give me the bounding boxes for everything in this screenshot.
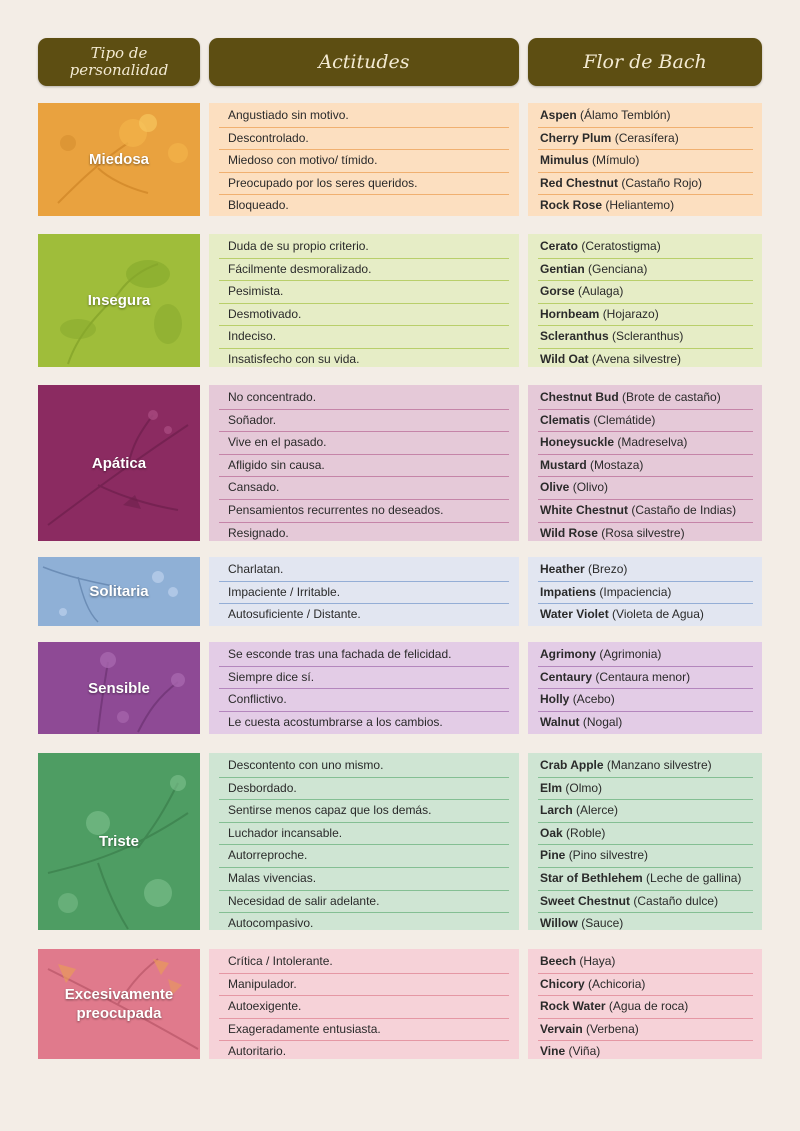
- flower-spanish: (Sauce): [581, 916, 624, 931]
- flower-row: [538, 755, 753, 778]
- flower-name: Willow: [540, 916, 578, 931]
- attitude-row: Afligido sin causa.: [219, 455, 509, 478]
- attitude-row: Luchador incansable.: [219, 823, 509, 846]
- header-tipo-line1: Tipo de: [90, 44, 148, 62]
- flower-name: Rock Water: [540, 999, 606, 1014]
- attitude-row: Insatisfecho con su vida.: [228, 351, 360, 366]
- attitude-row: Desmotivado.: [219, 304, 509, 327]
- attitude-row: Vive en el pasado.: [219, 432, 509, 455]
- flower-name: Chicory: [540, 976, 585, 991]
- tile-solitaria: [38, 557, 200, 626]
- flower-name: Elm: [540, 780, 563, 795]
- flower-name: Honeysuckle: [540, 435, 615, 450]
- flower-spanish: (Aulaga): [578, 284, 624, 299]
- flower-row: [538, 974, 753, 997]
- flower-name: Wild Oat: [540, 351, 589, 366]
- flower-spanish: (Viña): [568, 1044, 601, 1059]
- attitude-row: Le cuesta acostumbrarse a los cambios.: [228, 714, 443, 729]
- flower-spanish: (Castaño de Indias): [631, 502, 737, 517]
- attitude-row: Conflictivo.: [219, 689, 509, 712]
- flower-spanish: (Scleranthus): [612, 329, 684, 344]
- tile-triste: [38, 753, 200, 930]
- flower-name: Larch: [540, 803, 573, 818]
- flower-row: [538, 1019, 753, 1042]
- flower-spanish: (Castaño Rojo): [621, 175, 703, 190]
- flower-name: Oak: [540, 825, 563, 840]
- attitude-row: Soñador.: [219, 410, 509, 433]
- attitude-row: Miedoso con motivo/ tímido.: [219, 150, 509, 173]
- flower-row: [538, 559, 753, 582]
- flower-row: [538, 326, 753, 349]
- tile-sensible: [38, 642, 200, 734]
- attitude-row: Pesimista.: [219, 281, 509, 304]
- attitude-row: Desbordado.: [219, 778, 509, 801]
- flower-name: Beech: [540, 954, 577, 968]
- attitude-row: Malas vivencias.: [219, 868, 509, 891]
- flower-spanish: (Olivo): [572, 480, 609, 495]
- flower-spanish: (Achicoria): [588, 976, 646, 991]
- flower-name: Aspen: [540, 108, 577, 122]
- flower-spanish: (Alerce): [576, 803, 619, 818]
- flower-name: Scleranthus: [540, 329, 609, 344]
- flores-sensible: [528, 642, 762, 734]
- tile-miedosa: [38, 103, 200, 216]
- personality-line2: preocupada: [76, 1005, 162, 1022]
- header-actitudes: Actitudes: [209, 38, 519, 86]
- flower-spanish: (Madreselva): [617, 435, 688, 450]
- flower-row: [538, 432, 753, 455]
- flower-row: [538, 304, 753, 327]
- attitude-row: Necesidad de salir adelante.: [219, 891, 509, 914]
- flower-spanish: (Mostaza): [590, 457, 644, 472]
- flower-name: Centaury: [540, 669, 593, 684]
- flower-spanish: (Clemátide): [593, 412, 656, 427]
- flower-name: Sweet Chestnut: [540, 893, 631, 908]
- flower-row: [538, 823, 753, 846]
- attitude-row: Manipulador.: [219, 974, 509, 997]
- flower-row: [538, 150, 753, 173]
- flower-name: Clematis: [540, 412, 591, 427]
- attitude-row: Cansado.: [219, 477, 509, 500]
- tile-apatica: [38, 385, 200, 541]
- flower-row: [538, 712, 753, 734]
- actitudes-insegura: [209, 234, 519, 367]
- personality-insegura: Insegura: [87, 292, 151, 309]
- flower-name: Vine: [540, 1044, 566, 1059]
- actitudes-excesivamente-preocupada: [209, 949, 519, 1059]
- flower-spanish: (Violeta de Agua): [612, 607, 704, 622]
- header-tipo-line2: personalidad: [69, 61, 169, 79]
- flower-row: [538, 500, 753, 523]
- flower-spanish: (Nogal): [582, 714, 623, 729]
- flower-name: Chestnut Bud: [540, 390, 619, 404]
- flower-spanish: (Brezo): [588, 562, 628, 576]
- flower-spanish: (Pino silvestre): [568, 848, 649, 863]
- flower-spanish: (Avena silvestre): [591, 351, 682, 366]
- flower-row: [538, 604, 753, 626]
- personality-miedosa: Miedosa: [88, 151, 149, 168]
- flower-spanish: (Roble): [566, 825, 606, 840]
- personality-triste: Triste: [98, 833, 140, 850]
- flower-name: Mimulus: [540, 153, 589, 168]
- flower-row: [538, 477, 753, 500]
- flores-excesivamente-preocupada: [528, 949, 762, 1059]
- flower-name: Cerato: [540, 239, 579, 253]
- flower-row: [538, 891, 753, 914]
- flower-row: [538, 410, 753, 433]
- flower-name: Gorse: [540, 284, 575, 299]
- flower-row: [538, 800, 753, 823]
- flower-spanish: (Verbena): [586, 1021, 639, 1036]
- tile-insegura: [38, 234, 200, 367]
- flower-row: [538, 387, 753, 410]
- attitude-row: Descontento con uno mismo.: [219, 755, 509, 778]
- flower-name: Cherry Plum: [540, 130, 612, 145]
- flower-name: Hornbeam: [540, 306, 600, 321]
- header-tipo-personalidad: [38, 38, 200, 86]
- flower-spanish: (Impaciencia): [599, 584, 672, 599]
- flower-row: [538, 173, 753, 196]
- attitude-row: Autoritario.: [228, 1044, 287, 1059]
- flower-spanish: (Manzano silvestre): [606, 758, 712, 772]
- flower-spanish: (Ceratostigma): [581, 239, 661, 253]
- attitude-row: Siempre dice sí.: [219, 667, 509, 690]
- actitudes-miedosa: [209, 103, 519, 216]
- attitude-row: Sentirse menos capaz que los demás.: [219, 800, 509, 823]
- flower-row: [538, 868, 753, 891]
- flower-name: Red Chestnut: [540, 175, 618, 190]
- personality-apatica: Apática: [91, 454, 147, 472]
- flower-name: Rock Rose: [540, 198, 603, 213]
- flower-name: Holly: [540, 692, 570, 707]
- flower-name: Heather: [540, 562, 585, 576]
- attitude-row: Angustiado sin motivo.: [219, 105, 509, 128]
- flower-spanish: (Hojarazo): [602, 306, 659, 321]
- flower-row: [538, 1041, 753, 1063]
- attitude-row: Autocompasivo.: [228, 916, 314, 931]
- flower-name: Water Violet: [540, 607, 609, 622]
- flower-spanish: (Álamo Temblón): [580, 108, 671, 122]
- flower-name: Agrimony: [540, 647, 597, 661]
- flower-name: Crab Apple: [540, 758, 604, 772]
- flower-name: Gentian: [540, 261, 585, 276]
- flower-row: [538, 128, 753, 151]
- flower-row: [538, 259, 753, 282]
- actitudes-solitaria: [209, 557, 519, 626]
- flower-row: [538, 845, 753, 868]
- attitude-row: Indeciso.: [219, 326, 509, 349]
- flower-name: Wild Rose: [540, 525, 598, 540]
- flower-name: Walnut: [540, 714, 580, 729]
- flower-name: Vervain: [540, 1021, 583, 1036]
- flower-spanish: (Castaño dulce): [633, 893, 719, 908]
- flower-name: Olive: [540, 480, 570, 495]
- attitude-row: Se esconde tras una fachada de felicidad.: [219, 644, 509, 667]
- flower-row: [538, 778, 753, 801]
- attitude-row: Resignado.: [228, 525, 289, 540]
- attitude-row: Pensamientos recurrentes no deseados.: [219, 500, 509, 523]
- attitude-row: Autoexigente.: [219, 996, 509, 1019]
- header-flor-de-bach: Flor de Bach: [528, 38, 762, 86]
- personality-sensible: Sensible: [88, 679, 150, 697]
- flower-spanish: (Acebo): [572, 692, 615, 707]
- flower-name: Star of Bethlehem: [540, 870, 643, 885]
- flower-row: [538, 236, 753, 259]
- flower-name: Impatiens: [540, 584, 597, 599]
- flores-apatica: [528, 385, 762, 541]
- flower-spanish: (Leche de gallina): [646, 870, 742, 885]
- flores-insegura: [528, 234, 762, 367]
- attitude-row: Duda de su propio criterio.: [219, 236, 509, 259]
- flower-name: Mustard: [540, 457, 587, 472]
- flower-row: [538, 996, 753, 1019]
- flower-spanish: (Brote de castaño): [622, 390, 721, 404]
- flower-row: [538, 195, 753, 217]
- actitudes-triste: [209, 753, 519, 930]
- personality-line1: Excesivamente: [64, 986, 174, 1003]
- flower-row: [538, 349, 753, 371]
- flower-row: [538, 523, 753, 545]
- attitude-row: Exageradamente entusiasta.: [219, 1019, 509, 1042]
- flower-spanish: (Rosa silvestre): [601, 525, 685, 540]
- attitude-row: No concentrado.: [219, 387, 509, 410]
- flower-row: [538, 455, 753, 478]
- flower-row: [538, 689, 753, 712]
- actitudes-apatica: [209, 385, 519, 541]
- personality-solitaria: Solitaria: [89, 583, 149, 600]
- flower-row: [538, 913, 753, 935]
- attitude-row: Bloqueado.: [228, 198, 289, 213]
- attitude-row: Impaciente / Irritable.: [219, 582, 509, 605]
- flower-row: [538, 281, 753, 304]
- flower-row: [538, 951, 753, 974]
- flower-spanish: (Agua de roca): [608, 999, 689, 1014]
- flower-name: White Chestnut: [540, 502, 628, 517]
- actitudes-sensible: [209, 642, 519, 734]
- attitude-row: Fácilmente desmoralizado.: [219, 259, 509, 282]
- flower-row: [538, 582, 753, 605]
- attitude-row: Descontrolado.: [219, 128, 509, 151]
- flower-spanish: (Cerasífera): [614, 130, 679, 145]
- flower-row: [538, 667, 753, 690]
- flower-spanish: (Centaura menor): [595, 669, 691, 684]
- flower-spanish: (Olmo): [565, 780, 603, 795]
- attitude-row: Crítica / Intolerante.: [219, 951, 509, 974]
- flower-spanish: (Genciana): [588, 261, 648, 276]
- attitude-row: Autorreproche.: [219, 845, 509, 868]
- flower-spanish: (Heliantemo): [605, 198, 675, 213]
- flores-miedosa: [528, 103, 762, 216]
- flower-spanish: (Mímulo): [592, 153, 640, 168]
- flores-triste: [528, 753, 762, 930]
- personality-excesivamente-preocupada: [57, 985, 181, 1023]
- flower-spanish: (Haya): [579, 954, 616, 968]
- attitude-row: Preocupado por los seres queridos.: [219, 173, 509, 196]
- flower-spanish: (Agrimonia): [599, 647, 662, 661]
- attitude-row: Charlatan.: [219, 559, 509, 582]
- tile-excesivamente-preocupada: [38, 949, 200, 1059]
- attitude-row: Autosuficiente / Distante.: [228, 607, 361, 622]
- flower-row: [538, 644, 753, 667]
- flower-row: [538, 105, 753, 128]
- flores-solitaria: [528, 557, 762, 626]
- flower-name: Pine: [540, 848, 566, 863]
